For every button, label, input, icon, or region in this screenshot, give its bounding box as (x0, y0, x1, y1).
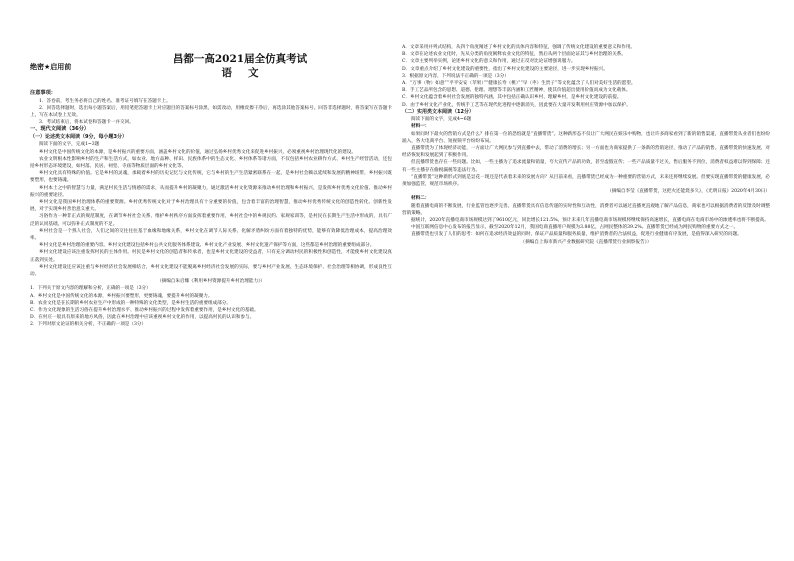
option: C．乡村文化蕴含着乡村社会发展的独特内涵，其中包括正确认识乡村、理解乡村，是乡村文化建设的前提。 (402, 95, 622, 101)
notes-heading: 注意事项： (30, 90, 56, 96)
paragraph: 据统计，2020年直播电商市场规模达到了9610亿元，同比增长121.5%。预计未来几年直播电商市场规模将继续保持高速增长，直播电商在电商市场中的渗透率也将不断提高。 (411, 218, 769, 224)
left-column (30, 44, 392, 329)
paragraph: 乡村文化是中国传统文化的本源，是乡村振兴的重要方面，涵盖乡村文化的价值，通过弘扬乡村优秀文化来促进乡村振兴，必须重视乡村治理现代化的建设。 (39, 149, 356, 155)
note-item: 1．答卷前，考生务必将自己的姓名、准考证号填写在答题卡上。 (39, 98, 171, 104)
subject-title: 语文 (221, 67, 275, 79)
subsection-heading: （一）论述类文本阅读（9分，每小题3分） (30, 134, 127, 140)
option: A．“万事（物）如意”“平平安安（苹果）”“健康长寿（桃）”“早（枣）生贵子”等文化蕴含了人们对美好生活的愿望。 (402, 81, 636, 87)
paragraph: “直播带货”这种新形式到底是昙花一现还是代表着未来的发展方向？从目前来看，直播带货已经成为一种重要的营销方式，未来还将继续发展。但要实现直播带货的健康发展，必须加强监管，规范市场秩序。 (402, 174, 770, 188)
paragraph: 乡村文化具有特殊的价值。它是乡村的灵魂，承载着乡村的历史记忆与文化传统，它与乡村的生产生活紧密联系在一起，是乡村社会赖以延续和发展的精神纽带，乡村振兴既要塑形，也要铸魂。 (30, 171, 392, 184)
option: A．乡村文化是中国传统文化的本源，乡村振兴要塑形，更要铸魂，要提升乡村的凝聚力。 (30, 293, 213, 299)
paragraph: 随着直播电商的不断发展，行业监管也逐步完善。直播带货具有信息传递的实时性和互动性，消费者可以通过直播更直观地了解产品信息，商家也可以根据消费者的反馈及时调整营销策略。 (402, 203, 770, 216)
source-citation: （摘编自朱启臻《利用乡村资源提升乡村治理能力》） (157, 279, 265, 285)
paragraph: 乡村社会是一个熟人社会，人们之间的交往往往基于血缘和地缘关系，乡村文化在调节人际关系、化解矛盾纠纷方面有着独特的优势，能够有效降低治理成本，提高治理效率。 (30, 228, 392, 242)
source-citation: （摘编自上海市新兴产业数据研究院《直播带货行业洞察报告》） (520, 239, 652, 245)
section-heading: 一、现代文阅读（36分） (30, 126, 90, 133)
paragraph: 直播带货为了体现经济动能，一方面让广大网民参与到直播中去，带动了消费的增长；另一方面也为商家提供了一条新的营销途径，推动了产品的销售。直播带货的快速发展，对经济恢复和发展起到了积极作用。 (402, 146, 770, 159)
source-citation: （摘编自李莹《直播带货，这把火还能烧多久》，《光明日报》2020年4月30日） (607, 189, 770, 195)
paragraph: 习俗作为一种非正式的规范制度，在调节乡村社会关系、维护乡村秩序方面发挥着重要作用，乡村社会中的乡规民约、家规家训等，是村民在长期生产生活中形成的，具有广泛的认同基础，可以弥补正式制度的不足。 (30, 214, 392, 227)
instruction: 阅读下面的文字，完成1~3题 (39, 142, 100, 148)
option: D．由于乡村文化产业化，传统手工艺等在现代化进程中逐渐消失，因此要在大量开发利用村庄资源中加以保护。 (402, 102, 631, 108)
paragraph: 中国互联网信息中心发布的报告显示，截至2020年12月，我国电商直播用户规模为3.88亿，占网民整体的39.2%。直播带货已经成为网民购物的重要方式之一。 (411, 225, 739, 231)
paragraph: 乡村文化是乡村治理的重要内容。乡村文化建设包括乡村公共文化服务体系建设、乡村文化产业发展、乡村文化遗产保护等方面，这些都是乡村治理的重要组成部分。 (39, 243, 375, 249)
instruction: 阅读下面的文字，完成4~6题 (411, 117, 472, 123)
option: D．在村庄一般具有原来的地方风俗，因此在乡村治理中应该重视乡村文化的作用，以提高村民的认识和参与。 (30, 315, 255, 321)
note-item: 2．回答选择题时，选出每小题答案后，用铅笔把答题卡上对应题目的答案标号涂黑，如需改动，用橡皮擦干净后，再选涂其他答案标号。回答非选择题时，将答案写在答题卡上，写在本试卷上无效。 (30, 105, 392, 118)
option: B．文章在论述农业文化时，先从分类的角度阐释农业文化的特征，然后从两个层面论证其与乡村治理的关系。 (402, 52, 626, 58)
paragraph: 乡村文化建设还应该注重与乡村经济社会发展相结合，乡村文化建设不能脱离乡村经济社会发展的实际，要与乡村产业发展、生态环境保护、社会治理等相协调，形成良性互动。 (30, 264, 392, 278)
secret-label: 绝密★启用前 (30, 63, 72, 71)
paragraph: 乡村文化是我国乡村治理体系的重要资源。乡村优秀传统文化对于乡村治理具有十分重要的价值，包含着丰富的治理智慧，推动乡村优秀传统文化的创造性转化、创新性发展，对于实现乡村善治意义重大。 (30, 200, 392, 213)
paragraph: 农业文明根本性影响乡村的生产和生活方式，如农业、地方品种、样田、民族体系中的生态文化、乡村体系等诸方面，不仅包括乡村农业耕作方式、乡村生产经营活动，还包括乡村形态环境建设，如村落、民居、祠堂、寺庙等物质层面的乡村文化等。 (30, 156, 392, 170)
note-item: 3．考试结束后，将本试卷和答题卡一并交回。 (39, 120, 134, 126)
option: B．手工艺品所包含的思想、道德、伦理、理想等丰富内涵和工匠精神，使其价值超出使用价值而成为文化载体。 (402, 88, 631, 94)
subsection-heading: （二）实用类文本阅读（12分） (402, 108, 474, 115)
material-label: 材料二： (411, 196, 430, 202)
question-3: 3．根据原文内容，下列说法不正确的一项是（3分） (402, 73, 509, 79)
option: B．农业文化是在长期的乡村农业生产中形成的一种特殊的文化类型，是乡村生活的重要组成部分。 (30, 300, 231, 306)
option: C．作为文化现象的生活习俗在提升乡村治理水平、推动乡村振兴的过程中发挥着重要作用，是乡村文化的基础。 (30, 308, 259, 314)
paragraph: 但直播带货也存在一些问题。比如，一些主播为了追求流量和销量，夸大宣传产品的功效，甚至虚假宣传；一些产品质量不过关，售后服务不到位，消费者权益难以得到保障；还有一些主播存在偷税漏税等违法行为。 (402, 160, 770, 173)
paragraph: 直播带货也引发了人们的思考：如何在追求经济效益的同时，保证产品质量和服务质量，维护消费者的合法权益，促进行业健康有序发展，是值得深入研究的问题。 (411, 232, 742, 238)
option: C．文章主要列举实例，论述乡村文化的意义和作用，通过正反对比论证增强说服力。 (402, 59, 576, 65)
paragraph: 乡村文化建设应该注重发挥村民的主体作用。村民是乡村文化的创造者和传承者，也是乡村文化建设的受益者，只有充分调动村民的积极性和创造性，才能使乡村文化建设真正落到实处。 (30, 250, 392, 263)
exam-title: 昌都一高2021届全仿真考试 (172, 53, 308, 65)
option: A．文章采用并列式结构，从四个角度阐述了乡村文化的具体内容和特征，强调了传统文化建设的重要意义和作用。 (402, 45, 636, 50)
option: D．文章重点介绍了乡村文化建设的重要性，指出了乡村文化建设的主要途径，进一步实现乡村振兴。 (402, 66, 608, 72)
question-2: 2．下列对原文论证的相关分析，不正确的一项是（3分） (30, 322, 147, 328)
paragraph: 乡村本土之中的智慧与力量，满足村民生活与情感的需求，从而提升乡村的凝聚力，通过激活乡村文化资源来推动乡村治理和乡村振兴，是发挥乡村优秀文化价值、推动乡村振兴的重要途径。 (30, 185, 392, 198)
right-column (402, 44, 770, 246)
notes-block (30, 90, 392, 126)
question-1: 1．下列关于原文内容的理解和分析，正确的一项是（3分） (30, 286, 151, 292)
paragraph: 如果问时下最火的营销方式是什么？排在第一位的恐怕就是“直播带货”。这种新形态不仅让广大网民在娱乐中购物，也让许多商家看到了新的销售渠道，直播带货从业者们也纷纷涌入，各大电商平台、短视频平台纷纷布局。 (402, 131, 770, 144)
material-label: 材料一： (411, 124, 430, 130)
